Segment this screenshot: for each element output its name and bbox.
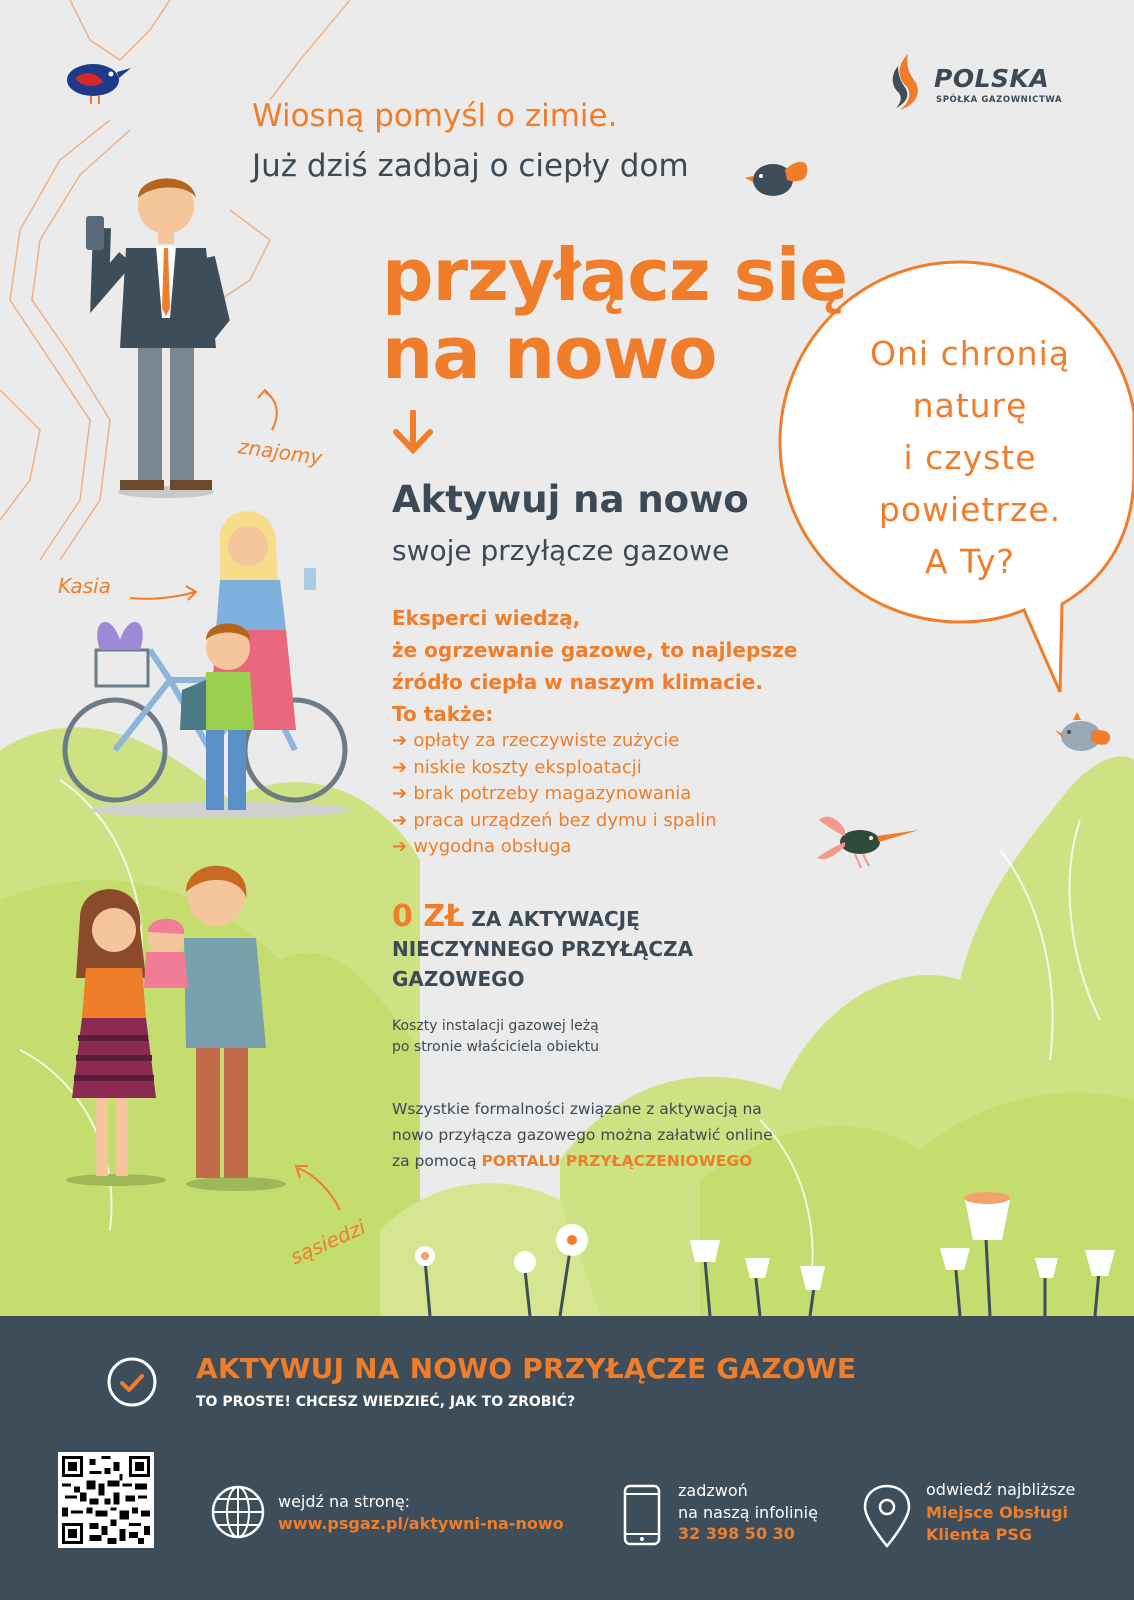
visit-label: odwiedź najbliższe (926, 1480, 1076, 1499)
offer-line-1: ZA AKTYWACJĘ (471, 907, 640, 931)
bubble-line-3: i czyste (903, 438, 1037, 477)
bubble-line-2: naturę (912, 386, 1028, 425)
bird-blue-icon (55, 52, 135, 107)
header-line-2: Już dziś zadbaj o ciepły dom (252, 148, 689, 184)
bubble-line-5: A Ty? (924, 542, 1016, 581)
logo-subtitle: SPÓŁKA GAZOWNICTWA (936, 95, 1063, 105)
offer-block (392, 899, 694, 994)
bird-dark-icon (745, 150, 815, 205)
offer-line-3: GAZOWEGO (392, 967, 525, 991)
footer-subtitle: TO PROSTE! CHCESZ WIEDZIEĆ, JAK TO ZROBIĆ? (196, 1394, 576, 1410)
costs-note (392, 1016, 599, 1058)
main-headline-line-2: na nowo (382, 311, 717, 395)
label-sasiedzi: sąsiedzi (286, 1214, 370, 1270)
main-headline-line-1: przyłącz się (382, 233, 848, 317)
visit-place-link[interactable] (926, 1502, 1068, 1546)
costs-line-1: Koszty instalacji gazowej leżą (392, 1018, 599, 1034)
costs-line-2: po stronie właściciela obiektu (392, 1039, 599, 1055)
experts-line-2: że ogrzewanie gazowe, to najlepsze (392, 638, 798, 662)
bubble-line-1: Oni chronią (870, 334, 1070, 373)
phone-label (678, 1480, 818, 1524)
benefit-item: ➔ opłaty za rzeczywiste zużycie (392, 728, 717, 755)
formalities-text (392, 1096, 773, 1174)
man-illustration (80, 168, 240, 508)
experts-line-4: To także: (392, 702, 494, 726)
family-illustration (56, 848, 316, 1208)
benefit-item: ➔ praca urządzeń bez dymu i spalin (392, 808, 717, 835)
header-line-1: Wiosną pomyśl o zimie. (252, 98, 618, 134)
footer-title: AKTYWUJ NA NOWO PRZYŁĄCZE GAZOWE (196, 1352, 857, 1385)
qr-code[interactable] (58, 1452, 154, 1548)
bubble-line-4: powietrze. (878, 490, 1062, 529)
hummingbird-icon (815, 812, 920, 872)
visit-place-line-1: Miejsce Obsługi (926, 1503, 1069, 1522)
subhead-subtitle: swoje przyłącze gazowe (392, 534, 730, 567)
kasia-bike-illustration (60, 500, 360, 840)
flame-logo-icon (888, 52, 926, 112)
label-znajomy: znajomy (236, 434, 324, 470)
web-label: wejdź na stronę: (278, 1492, 411, 1511)
experts-line-1: Eksperci wiedzą, (392, 606, 581, 630)
formalities-prefix: za pomocą (392, 1152, 477, 1170)
phone-label-2: na naszą infolinię (678, 1503, 818, 1522)
web-url-link[interactable]: www.psgaz.pl/aktywni-na-nowo (278, 1514, 564, 1533)
logo-name: POLSKA (934, 64, 1050, 93)
offer-line-2: NIECZYNNEGO PRZYŁĄCZA (392, 937, 694, 961)
experts-text (392, 602, 797, 730)
bird-grey-icon (1055, 708, 1115, 763)
visit-place-line-2: Klienta PSG (926, 1525, 1033, 1544)
offer-amount: 0 ZŁ (392, 899, 465, 934)
formalities-line-2: nowo przyłącza gazowego można załatwić online (392, 1126, 773, 1144)
portal-link[interactable]: PORTALU PRZYŁĄCZENIOWEGO (481, 1152, 753, 1170)
benefits-list (392, 728, 717, 861)
experts-line-3: źródło ciepła w naszym klimacie. (392, 670, 763, 694)
phone-label-1: zadzwoń (678, 1481, 748, 1500)
subhead-title: Aktywuj na nowo (392, 478, 749, 521)
label-kasia: Kasia (58, 574, 111, 598)
formalities-line-1: Wszystkie formalności związane z aktywacją na (392, 1100, 762, 1118)
benefit-item: ➔ wygodna obsługa (392, 834, 717, 861)
benefit-item: ➔ brak potrzeby magazynowania (392, 781, 717, 808)
location-pin-icon (862, 1484, 912, 1548)
phone-number-link[interactable]: 32 398 50 30 (678, 1524, 795, 1543)
check-circle-icon (106, 1356, 158, 1408)
main-headline (382, 233, 848, 395)
bubble-text (820, 328, 1120, 588)
benefit-item: ➔ niskie koszty eksploatacji (392, 755, 717, 782)
globe-icon (210, 1484, 266, 1540)
phone-icon (622, 1484, 662, 1546)
arrow-down-icon (392, 410, 434, 454)
